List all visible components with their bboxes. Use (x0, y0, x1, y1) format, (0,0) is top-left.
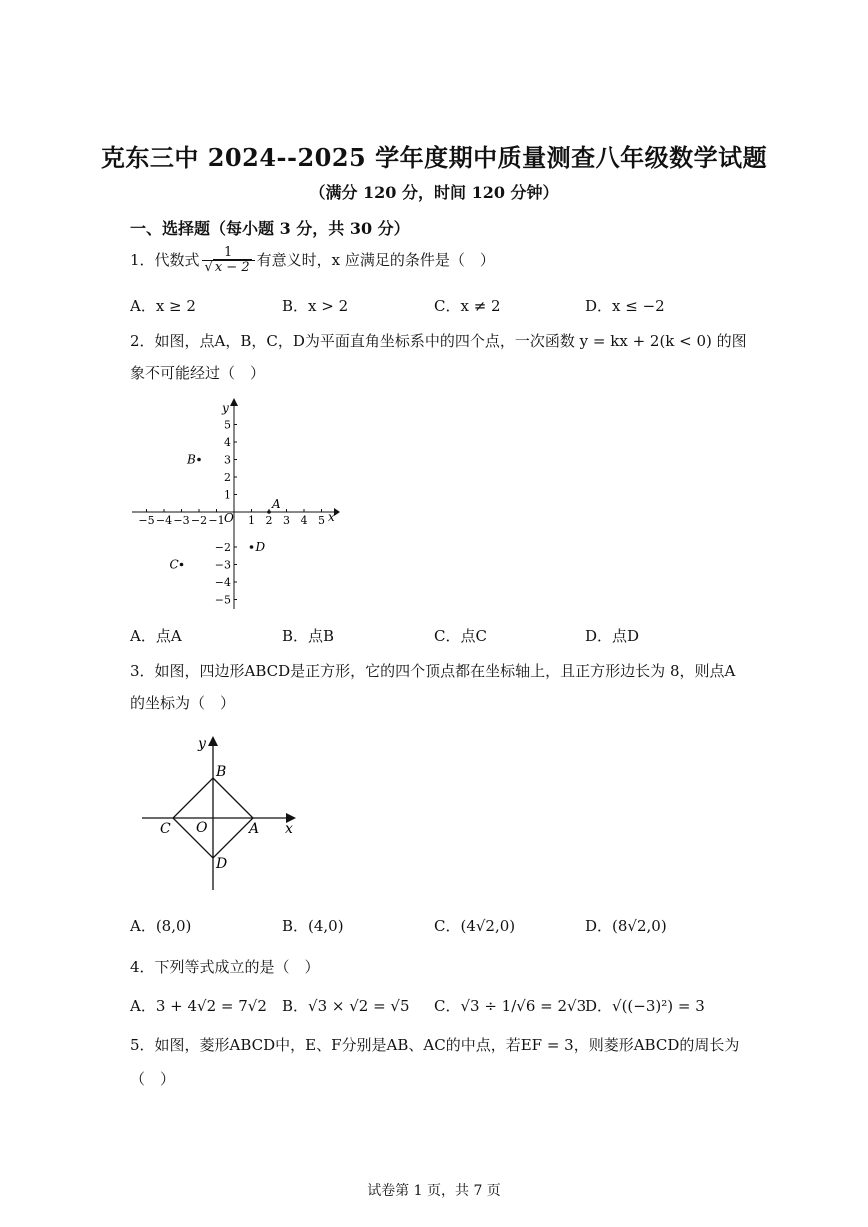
q2-x-tick-label: 5 (318, 514, 325, 527)
q4-line: 4．下列等式成立的是（ ） (130, 958, 320, 976)
q1-option-b[interactable]: B．x > 2 (282, 297, 349, 315)
q4-option-b[interactable]: B．√3 × √2 = √5 (282, 997, 410, 1015)
q4-option-d[interactable]: D．√((−3)²) = 3 (585, 997, 705, 1015)
q3-label-b: B (216, 764, 227, 780)
q2-point-d (250, 545, 254, 549)
q3-option-d[interactable]: D．(8√2,0) (585, 917, 667, 935)
q2-line2: 象不可能经过（ ） (130, 364, 266, 382)
q2-coordinate-graph (128, 398, 340, 613)
q2-y-tick-label: −4 (214, 576, 231, 589)
q3-line1: 3．如图，四边形ABCD是正方形，它的四个顶点都在坐标轴上，且正方形边长为 8，则点A (130, 662, 736, 680)
q2-y-arrow-icon (230, 398, 238, 406)
q5-line1: 5．如图，菱形ABCD中，E、F分别是AB、AC的中点，若EF = 3，则菱形ABCD的周长为 (130, 1036, 740, 1054)
q2-point-label-c: C (169, 557, 179, 572)
q1-frac-den: x − 2 (214, 260, 250, 276)
q2-point-label-a: A (272, 497, 281, 511)
q2-x-tick-label: 4 (300, 514, 308, 527)
q2-y-tick-label: 5 (224, 418, 231, 432)
section-heading-choice: 一、选择题（每小题 3 分，共 30 分） (130, 219, 410, 238)
q3-label-d: D (216, 856, 228, 872)
q2-x-label: x (328, 510, 335, 524)
q3-option-c[interactable]: C．(4√2,0) (434, 917, 516, 935)
q3-y-arrow-icon (208, 736, 218, 746)
q2-x-tick-label: −2 (190, 514, 208, 527)
q2-option-d[interactable]: D．点D (585, 627, 640, 645)
q3-label-c: C (160, 821, 171, 837)
q2-x-tick-label: −4 (155, 514, 173, 527)
q2-y-tick-label: 3 (224, 453, 231, 467)
exam-subtitle: （满分 120 分，时间 120 分钟） (309, 183, 559, 202)
q2-x-tick-label: 3 (283, 514, 290, 527)
q2-option-c[interactable]: C．点C (434, 627, 487, 645)
q3-label-a: A (249, 821, 260, 837)
q4-option-c[interactable]: C．√3 ÷ 1/√6 = 2√3 (434, 997, 587, 1015)
q2-x-tick-label: −1 (208, 514, 225, 527)
q1-prefix: 1．代数式 (130, 250, 200, 269)
q3-x-label: x (285, 821, 293, 837)
q2-y-tick-label: 2 (224, 471, 231, 484)
q1-option-c[interactable]: C．x ≠ 2 (434, 297, 501, 315)
q2-option-b[interactable]: B．点B (282, 627, 335, 645)
q2-option-a[interactable]: A．点A (130, 627, 182, 645)
q2-y-tick-label: −5 (214, 593, 231, 607)
q3-line2: 的坐标为（ ） (130, 694, 236, 712)
q1-suffix: 有意义时，x 应满足的条件是（ ） (256, 250, 495, 269)
q4-option-a[interactable]: A．3 + 4√2 = 7√2 (130, 997, 267, 1015)
q3-label-o: O (196, 820, 208, 836)
q1-option-d[interactable]: D．x ≤ −2 (585, 297, 665, 315)
q3-square-figure (138, 732, 302, 894)
q2-point-a (267, 510, 271, 514)
q2-y-label: y (222, 401, 229, 415)
q2-point-b (197, 458, 201, 462)
page-footer: 试卷第 1 页，共 7 页 (367, 1183, 501, 1199)
q2-origin-label: O (224, 511, 234, 525)
question-1 (130, 246, 495, 276)
exam-title: 克东三中 2024--2025 学年度期中质量测查八年级数学试题 (100, 143, 768, 172)
q2-y-tick-label: −2 (214, 541, 231, 554)
q5-line2: （ ） (130, 1070, 176, 1088)
q2-x-tick-label: −5 (138, 514, 155, 527)
q2-y-tick-label: 4 (224, 436, 231, 449)
q3-option-b[interactable]: B．(4,0) (282, 917, 344, 935)
q1-frac-num: 1 (202, 246, 255, 261)
q2-x-tick-label: 2 (265, 514, 273, 527)
q2-point-c (180, 563, 184, 567)
q2-x-tick-label: 1 (248, 514, 255, 527)
q2-x-tick-label: −3 (173, 514, 190, 527)
q2-line1: 2．如图，点A，B，C，D为平面直角坐标系中的四个点，一次函数 y = kx + 2(k < 0) 的图 (130, 332, 747, 350)
q2-x-arrow-icon (334, 508, 340, 516)
q2-point-label-b: B (187, 452, 196, 467)
q1-option-a[interactable]: A．x ≥ 2 (130, 297, 196, 315)
q1-fraction: $\frac{1}{√ x - 2}$ (202, 246, 255, 276)
q3-option-a[interactable]: A．(8,0) (130, 917, 192, 935)
q3-y-label: y (198, 736, 206, 752)
q2-point-label-d: D (255, 540, 266, 554)
q2-y-tick-label: 1 (224, 488, 231, 502)
q2-y-tick-label: −3 (214, 558, 231, 572)
